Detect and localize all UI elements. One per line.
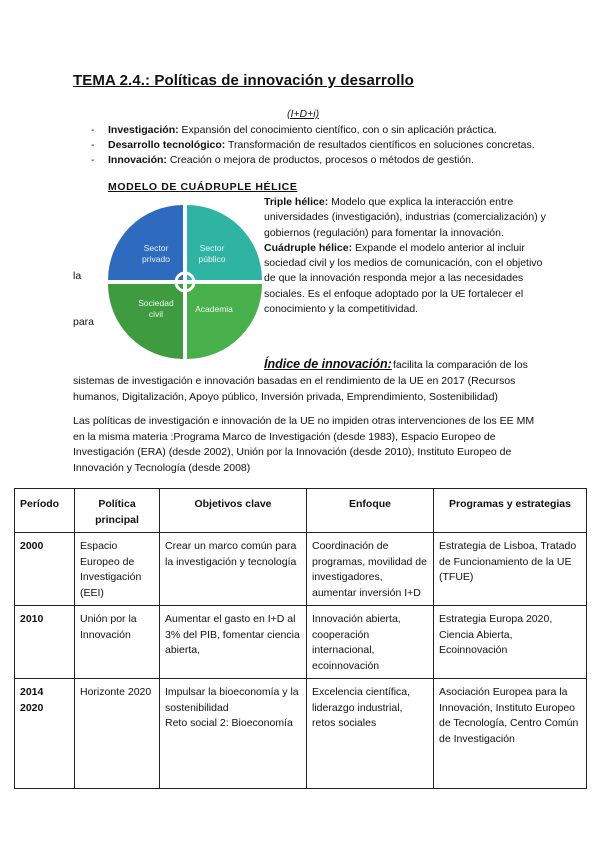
column-header: Programas y estrategias bbox=[434, 489, 587, 533]
definition-item bbox=[91, 138, 541, 153]
triple-helix-paragraph bbox=[264, 195, 549, 241]
definition-item bbox=[91, 123, 541, 138]
quadrant-sociedad-civil bbox=[108, 284, 183, 359]
policies-paragraph: Las políticas de investigación e innovación de la UE no impiden otras intervenciones de los EE MM en la misma materia :Programa Marco de Investigación (desde 1983), Espacio Europeo de Investigación (ERA) (desde 2002), Unión por la Innovación (desde 2010), Instituto Europeo de Innovación y Tecnología (desde 2008) bbox=[73, 415, 535, 474]
helix-description bbox=[264, 195, 549, 317]
quadruple-helix-diagram bbox=[106, 203, 264, 361]
definition-text: Transformación de resultados científicos en soluciones concretas. bbox=[228, 139, 535, 151]
table-row bbox=[15, 533, 587, 606]
objectives-cell: Aumentar el gasto en I+D al 3% del PIB, fomentar ciencia abierta, bbox=[160, 606, 307, 679]
policy-cell: Unión por la Innovación bbox=[75, 606, 160, 679]
column-header: Período bbox=[15, 489, 75, 533]
column-header: Objetivos clave bbox=[160, 489, 307, 533]
column-header: Enfoque bbox=[307, 489, 434, 533]
focus-cell: Excelencia científica, liderazgo industrial, retos sociales bbox=[307, 679, 434, 789]
quadrant-label: Sector bbox=[143, 243, 169, 253]
innovation-index-title: Índice de innovación: bbox=[264, 357, 392, 371]
definition-item bbox=[91, 153, 541, 168]
quadruple-helix-text: Expande el modelo anterior al incluir sociedad civil y los medios de comunicación, con el objetivo de que la innovación responda mejor a las necesidades sociales. Es el enfoque adoptado por la UE fortalecer el conocimiento y la competitividad. bbox=[264, 241, 543, 316]
table-row bbox=[15, 679, 587, 789]
table-row bbox=[15, 606, 587, 679]
quadrant-label: público bbox=[198, 254, 226, 264]
column-header: Política principal bbox=[75, 489, 160, 533]
quadrant-label: privado bbox=[142, 254, 170, 264]
innovation-index-desc-continued: sistemas de investigación e innovación basadas en el rendimiento de la UE en 2017 (Recursos humanos, Digitalización, Apoyo público, Inversión privada, Emprendimiento, Sostenibilidad) bbox=[73, 375, 516, 403]
quadrant-label: civil bbox=[148, 309, 164, 319]
side-word: para bbox=[73, 316, 95, 328]
period-cell: 2014 2020 bbox=[15, 679, 75, 789]
bullet-dash: - bbox=[91, 154, 95, 166]
focus-cell: Coordinación de programas, movilidad de investigadores, aumentar inversión I+D bbox=[307, 533, 434, 606]
table-header-row bbox=[15, 489, 587, 533]
quadrant-label: Sector bbox=[199, 243, 225, 253]
objectives-cell: Crear un marco común para la investigación y tecnología bbox=[160, 533, 307, 606]
triple-helix-term: Triple hélice: bbox=[264, 196, 329, 208]
triple-helix-text: Modelo que explica la interacción entre universidades (investigación), industrias (comercialización) y gobiernos (regulación) para fomentar la innovación. bbox=[264, 196, 546, 239]
focus-cell: Innovación abierta, cooperación internacional, ecoinnovación bbox=[307, 606, 434, 679]
programs-cell: Asociación Europea para la Innovación, Instituto Europeo de Tecnología, Centro Común de Investigación bbox=[434, 679, 587, 789]
definitions-list bbox=[91, 123, 541, 168]
definition-term: Innovación: bbox=[108, 154, 167, 166]
model-title: MODELO DE CUÁDRUPLE HÉLICE bbox=[108, 181, 298, 193]
definition-text: Expansión del conocimiento científico, con o sin aplicación práctica. bbox=[181, 124, 497, 136]
definition-term: Investigación: bbox=[108, 124, 179, 136]
period-cell: 2010 bbox=[15, 606, 75, 679]
bullet-dash: - bbox=[91, 124, 95, 136]
quadrant-label: Academia bbox=[195, 304, 233, 314]
programs-cell: Estrategia Europa 2020, Ciencia Abierta, Ecoinnovación bbox=[434, 606, 587, 679]
objectives-cell: Impulsar la bioeconomía y la sostenibilidad Reto social 2: Bioeconomía bbox=[160, 679, 307, 789]
page-title: TEMA 2.4.: Políticas de innovación y desarrollo bbox=[73, 72, 414, 89]
policy-table bbox=[14, 488, 587, 789]
center-cycle-icon bbox=[176, 273, 194, 291]
side-word: la bbox=[73, 270, 82, 282]
definition-text: Creación o mejora de productos, procesos o métodos de gestión. bbox=[169, 154, 474, 166]
page-subtitle: (I+D+i) bbox=[287, 108, 320, 120]
quadrant-academia bbox=[187, 284, 262, 359]
period-cell: 2000 bbox=[15, 533, 75, 606]
quadrant-label: Sociedad bbox=[138, 298, 174, 308]
innovation-index-desc: facilita la comparación de los bbox=[393, 359, 528, 371]
bullet-dash: - bbox=[91, 139, 95, 151]
programs-cell: Estrategia de Lisboa, Tratado de Funcionamiento de la UE (TFUE) bbox=[434, 533, 587, 606]
policy-cell: Horizonte 2020 bbox=[75, 679, 160, 789]
quadruple-helix-paragraph bbox=[264, 241, 549, 317]
definition-term: Desarrollo tecnológico: bbox=[108, 139, 226, 151]
quadrant-sector-publico bbox=[187, 205, 262, 280]
policy-cell: Espacio Europeo de Investigación (EEI) bbox=[75, 533, 160, 606]
quadruple-helix-term: Cuádruple hélice: bbox=[264, 241, 353, 254]
